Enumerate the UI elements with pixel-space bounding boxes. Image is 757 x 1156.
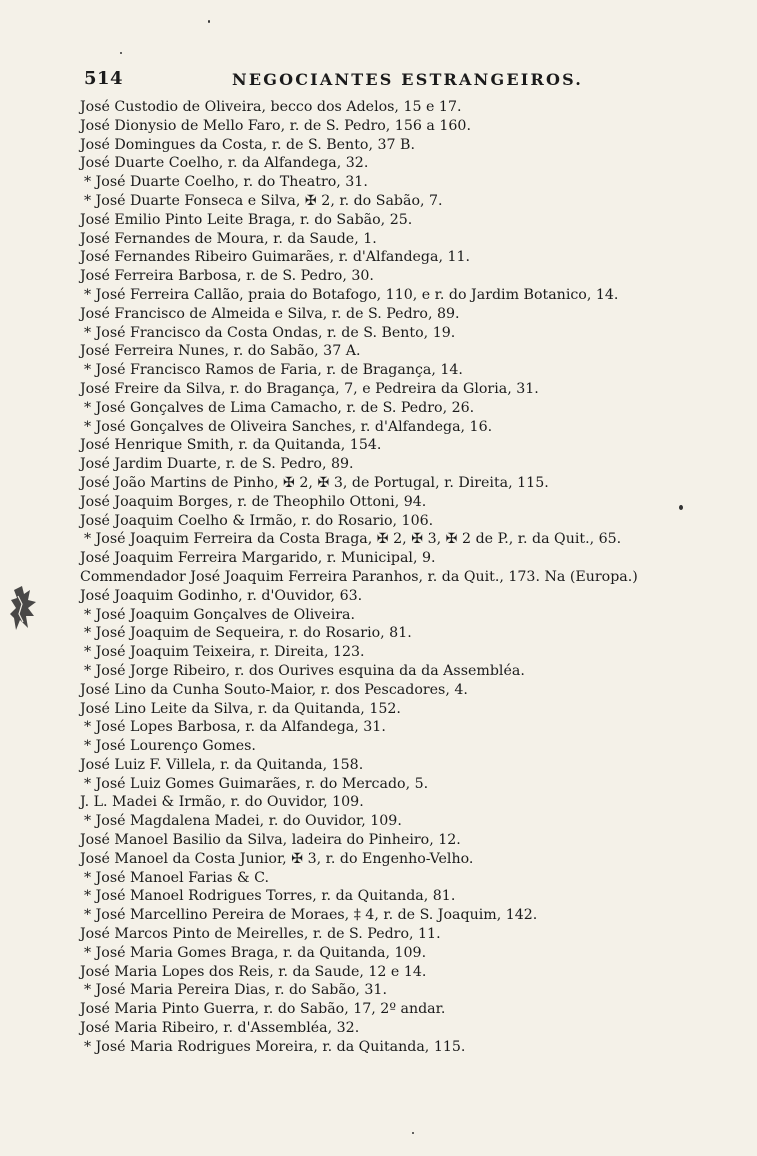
directory-entry: * José Ferreira Callão, praia do Botafogo, 110, e r. do Jardim Botanico, 14.: [84, 286, 619, 303]
directory-entry: José Fernandes Ribeiro Guimarães, r. d'Alfandega, 11.: [80, 249, 471, 266]
directory-entry: * José Luiz Gomes Guimarães, r. do Mercado, 5.: [84, 775, 429, 792]
directory-entry: * José Francisco Ramos de Faria, r. de Bragança, 14.: [84, 362, 463, 379]
paper-speck: [412, 1132, 414, 1134]
directory-entry: * José Manoel Farias & C.: [84, 869, 270, 886]
margin-ink-blot-icon: [8, 584, 38, 634]
directory-entry: * José Gonçalves de Lima Camacho, r. de S. Pedro, 26.: [84, 399, 475, 416]
directory-entry: * José Joaquim Ferreira da Costa Braga, ✠ 2, ✠ 3, ✠ 2 de P., r. da Quit., 65.: [84, 531, 622, 548]
directory-entry: José Lino da Cunha Souto-Maior, r. dos Pescadores, 4.: [80, 681, 468, 698]
directory-entry: * José Marcellino Pereira de Moraes, ‡ 4, r. de S. Joaquim, 142.: [84, 907, 538, 924]
directory-entry: José Lino Leite da Silva, r. da Quitanda, 152.: [80, 700, 401, 717]
directory-entry: José Custodio de Oliveira, becco dos Adelos, 15 e 17.: [80, 99, 462, 115]
directory-entry: * José Maria Pereira Dias, r. do Sabão, 31.: [84, 982, 387, 999]
directory-entry: José Domingues da Costa, r. de S. Bento, 37 B.: [80, 136, 415, 153]
directory-entry: * José Manoel Rodrigues Torres, r. da Quitanda, 81.: [84, 888, 456, 905]
directory-entry: José Henrique Smith, r. da Quitanda, 154.: [80, 437, 382, 454]
directory-entry: * José Duarte Fonseca e Silva, ✠ 2, r. do Sabão, 7.: [84, 192, 443, 209]
page-number: 514: [84, 68, 124, 89]
paper-speck: [120, 52, 122, 54]
directory-entry: * José Francisco da Costa Ondas, r. de S. Bento, 19.: [84, 324, 456, 341]
directory-entry: José Joaquim Coelho & Irmão, r. do Rosario, 106.: [80, 512, 434, 529]
directory-entry: * José Maria Rodrigues Moreira, r. da Quitanda, 115.: [84, 1038, 466, 1055]
directory-entry: José Francisco de Almeida e Silva, r. de S. Pedro, 89.: [80, 305, 460, 322]
directory-entry: * José Joaquim Gonçalves de Oliveira.: [84, 606, 355, 623]
directory-entry: José Ferreira Nunes, r. do Sabão, 37 A.: [80, 343, 361, 360]
directory-entry: J. L. Madei & Irmão, r. do Ouvidor, 109.: [80, 794, 364, 811]
directory-entry: José Joaquim Borges, r. de Theophilo Ottoni, 94.: [80, 493, 427, 510]
directory-entry: José Emilio Pinto Leite Braga, r. do Sabão, 25.: [80, 211, 413, 228]
directory-entry: José Ferreira Barbosa, r. de S. Pedro, 30.: [80, 268, 374, 285]
directory-entry: * José Maria Gomes Braga, r. da Quitanda, 109.: [84, 944, 427, 961]
directory-entry: José Maria Lopes dos Reis, r. da Saude, 12 e 14.: [80, 963, 427, 980]
directory-entry: José João Martins de Pinho, ✠ 2, ✠ 3, de Portugal, r. Direita, 115.: [80, 474, 549, 491]
directory-entry: José Fernandes de Moura, r. da Saude, 1.: [80, 230, 377, 247]
directory-entry: Commendador José Joaquim Ferreira Paranhos, r. da Quit., 173. Na (Europa.): [80, 568, 638, 585]
directory-entry: José Manoel Basilio da Silva, ladeira do Pinheiro, 12.: [80, 832, 461, 849]
directory-entry: José Maria Ribeiro, r. d'Assembléa, 32.: [80, 1020, 360, 1037]
directory-entry: José Joaquim Godinho, r. d'Ouvidor, 63.: [80, 587, 363, 604]
directory-entry: * José Lourenço Gomes.: [84, 738, 256, 755]
directory-entry: * José Jorge Ribeiro, r. dos Ourives esquina da da Assembléa.: [84, 662, 525, 679]
directory-entry: * José Joaquim de Sequeira, r. do Rosario, 81.: [84, 625, 412, 642]
directory-entry: * José Joaquim Teixeira, r. Direita, 123.: [84, 644, 365, 661]
paper-speck: [208, 20, 210, 23]
directory-entry: José Joaquim Ferreira Margarido, r. Municipal, 9.: [80, 550, 436, 567]
directory-entry: José Luiz F. Villela, r. da Quitanda, 158.: [80, 756, 364, 773]
directory-entry: * José Duarte Coelho, r. do Theatro, 31.: [84, 174, 368, 191]
directory-entry: José Dionysio de Mello Faro, r. de S. Pedro, 156 a 160.: [80, 117, 471, 134]
page-header: [84, 68, 664, 94]
directory-entry: José Jardim Duarte, r. de S. Pedro, 89.: [80, 456, 354, 473]
directory-list: [80, 98, 730, 1057]
directory-entry: José Duarte Coelho, r. da Alfandega, 32.: [80, 155, 369, 172]
directory-entry: * José Magdalena Madei, r. do Ouvidor, 109.: [84, 813, 402, 830]
directory-entry: José Manoel da Costa Junior, ✠ 3, r. do Engenho-Velho.: [80, 850, 474, 867]
directory-entry: José Freire da Silva, r. do Bragança, 7, e Pedreira da Gloria, 31.: [80, 380, 539, 397]
running-title: NEGOCIANTES ESTRANGEIROS.: [232, 70, 584, 89]
paper-speck: [679, 505, 683, 510]
directory-entry: José Marcos Pinto de Meirelles, r. de S. Pedro, 11.: [80, 926, 441, 943]
directory-entry: * José Gonçalves de Oliveira Sanches, r. d'Alfandega, 16.: [84, 418, 493, 435]
directory-entry: * José Lopes Barbosa, r. da Alfandega, 31.: [84, 719, 386, 736]
directory-entry: José Maria Pinto Guerra, r. do Sabão, 17, 2º andar.: [80, 1001, 446, 1018]
